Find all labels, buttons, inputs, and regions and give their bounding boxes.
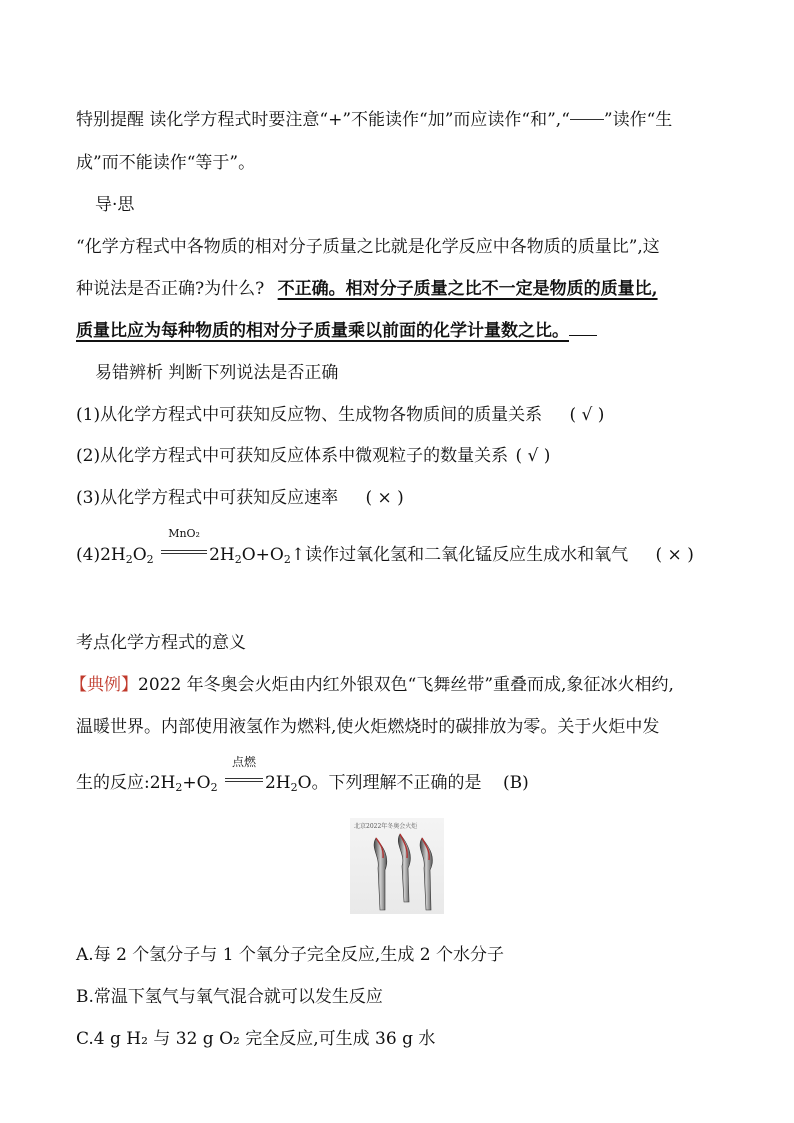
think-heading: 导·思 bbox=[95, 195, 135, 215]
think-answer-line-1: 不正确。相对分子质量之比不一定是物质的质量比, bbox=[277, 279, 658, 299]
think-question-line-2: 种说法是否正确?为什么? 不正确。相对分子质量之比不一定是物质的质量比, bbox=[76, 279, 658, 299]
judge-mark-3: ( × ) bbox=[365, 488, 404, 508]
judge-item-1: (1)从化学方程式中可获知反应物、生成物各物质间的质量关系 ( √ ) bbox=[76, 405, 605, 425]
torch-image-caption: 北京2022年冬奥会火炬 bbox=[354, 823, 418, 830]
example-line-2: 温暖世界。内部使用液氢作为燃料,使火炬燃烧时的碳排放为零。关于火炬中发 bbox=[76, 717, 660, 737]
think-question-line-1: “化学方程式中各物质的相对分子质量之比就是化学反应中各物质的质量比”,这 bbox=[76, 237, 660, 257]
reminder-line-2: 成”而不能读作“等于”。 bbox=[76, 153, 256, 173]
judge-mark-4: ( × ) bbox=[655, 545, 694, 565]
example-answer: (B) bbox=[502, 773, 529, 793]
judge-mark-1: ( √ ) bbox=[569, 405, 605, 425]
think-answer-line-2-row bbox=[76, 316, 718, 341]
reminder-line-1: 特别提醒 读化学方程式时要注意“+”不能读作“加”而应读作“和”,“ ”读作“生 bbox=[76, 110, 673, 130]
example-line-3: 生的反应$:2H_2+O_2$ 点燃 $2H_2O$。下列理解不正确的是 (B) bbox=[76, 755, 529, 794]
topic-title: 考点化学方程式的意义 bbox=[76, 633, 246, 653]
think-answer-line-2: 质量比应为每种物质的相对分子质量乘以前面的化学计量数之比。 bbox=[76, 321, 569, 341]
torch-image bbox=[350, 818, 444, 914]
option-c: C.4 g H₂ 与 32 g O₂ 完全反应,可生成 36 g 水 bbox=[76, 1029, 436, 1049]
reaction-arrow: MnO₂ bbox=[161, 545, 207, 557]
torch-right bbox=[420, 838, 432, 910]
judge-heading: 易错辨析 判断下列说法是否正确 bbox=[95, 363, 339, 383]
torch-illustration bbox=[350, 818, 444, 914]
judge-item-3: (3)从化学方程式中可获知反应速率 ( × ) bbox=[76, 488, 404, 508]
judge-mark-2: ( √ ) bbox=[515, 446, 551, 466]
option-a: A.每 2 个氢分子与 1 个氧分子完全反应,生成 2 个水分子 bbox=[76, 945, 504, 965]
judge-item-2: (2)从化学方程式中可获知反应体系中微观粒子的数量关系 ( √ ) bbox=[76, 446, 551, 466]
reaction-arrow-burn: 点燃 bbox=[225, 773, 263, 785]
judge-item-4: $(4)2H_2O_2$ MnO₂ $2H_2O+O_2↑$读作过氧化氢和二氧化锰反应生成水和氧气 ( × ) bbox=[76, 527, 694, 566]
option-b: B.常温下氢气与氧气混合就可以发生反应 bbox=[76, 987, 383, 1007]
example-tag: 【典例】 bbox=[70, 675, 138, 695]
equals-line bbox=[570, 119, 604, 120]
example-line-1: 【典例】2022 年冬奥会火炬由内红外银双色“飞舞丝带”重叠而成,象征冰火相约, bbox=[70, 675, 674, 695]
torch-left bbox=[374, 838, 387, 910]
